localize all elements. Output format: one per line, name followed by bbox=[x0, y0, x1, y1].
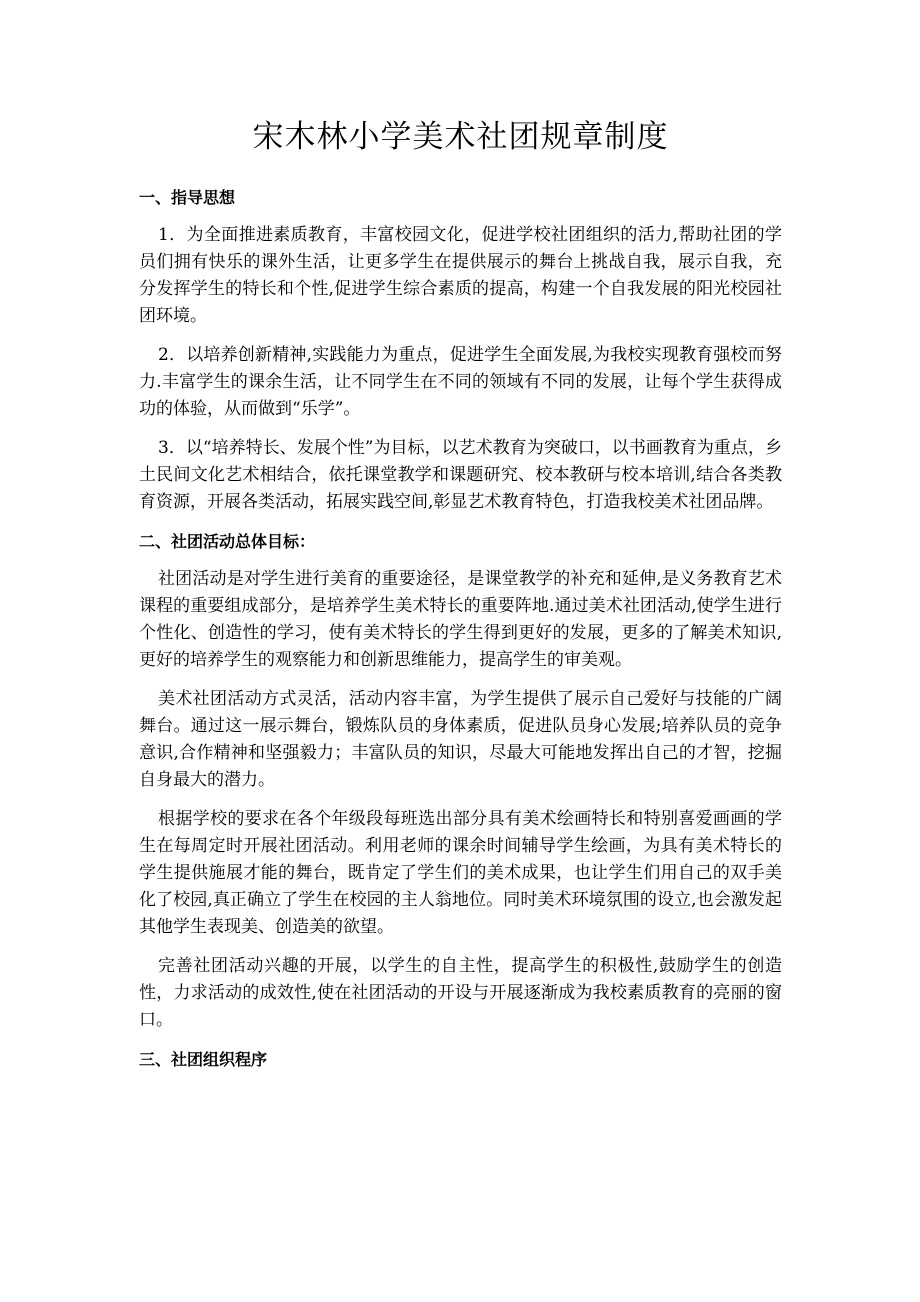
section-heading-overall-goals: 二、社团活动总体目标： bbox=[139, 532, 316, 551]
paragraph: 根据学校的要求在各个年级段每班选出部分具有美术绘画特长和特别喜爱画画的学生在每周定时开展社团活动。利用老师的课余时间辅导学生绘画，为具有美术特长的学生提供施展才能的舞台，既肯定了学生们的美术成果，也让学生们用自己的双手美化了校园,真正确立了学生在校园的主人翁地位。同时美术环境氛围的设立,也会激发起其他学生表现美、创造美的欲望。 bbox=[139, 809, 782, 937]
paragraph: 社团活动是对学生进行美育的重要途径，是课堂教学的补充和延伸,是义务教育艺术课程的重要组成部分，是培养学生美术特长的重要阵地.通过美术社团活动,使学生进行个性化、创造性的学习，使有美术特长的学生得到更好的发展，更多的了解美术知识,更好的培养学生的观察能力和创新思维能力，提高学生的审美观。 bbox=[139, 569, 782, 670]
paragraph: 1．为全面推进素质教育，丰富校园文化，促进学校社团组织的活力,帮助社团的学员们拥有快乐的课外生活，让更多学生在提供展示的舞台上挑战自我，展示自我，充分发挥学生的特长和个性,促进学生综合素质的提高，构建一个自我发展的阳光校园社团环境。 bbox=[139, 225, 782, 326]
paragraph: 3．以“培养特长、发展个性”为目标，以艺术教育为突破口，以书画教育为重点，乡土民间文化艺术相结合，依托课堂教学和课题研究、校本教研与校本培训,结合各类教育资源，开展各类活动，拓展实践空间,彰显艺术教育特色，打造我校美术社团品牌。 bbox=[139, 438, 782, 512]
document-page bbox=[139, 112, 782, 1084]
document-title: 宋木林小学美术社团规章制度 bbox=[252, 119, 669, 155]
section-heading-organization-procedure: 三、社团组织程序 bbox=[139, 1050, 268, 1069]
section-heading-guiding-ideology: 一、指导思想 bbox=[139, 188, 236, 207]
paragraph: 2．以培养创新精神,实践能力为重点，促进学生全面发展,为我校实现教育强校而努力.丰富学生的课余生活，让不同学生在不同的领域有不同的发展，让每个学生获得成功的体验，从而做到“乐学”。 bbox=[139, 345, 782, 419]
paragraph: 完善社团活动兴趣的开展，以学生的自主性，提高学生的积极性,鼓励学生的创造性，力求活动的成效性,使在社团活动的开设与开展逐渐成为我校素质教育的亮丽的窗口。 bbox=[139, 956, 782, 1030]
paragraph: 美术社团活动方式灵活，活动内容丰富，为学生提供了展示自己爱好与技能的广阔舞台。通过这一展示舞台，锻炼队员的身体素质，促进队员身心发展;培养队员的竞争意识,合作精神和坚强毅力；丰富队员的知识，尽最大可能地发挥出自己的才智，挖掘自身最大的潜力。 bbox=[139, 689, 782, 790]
